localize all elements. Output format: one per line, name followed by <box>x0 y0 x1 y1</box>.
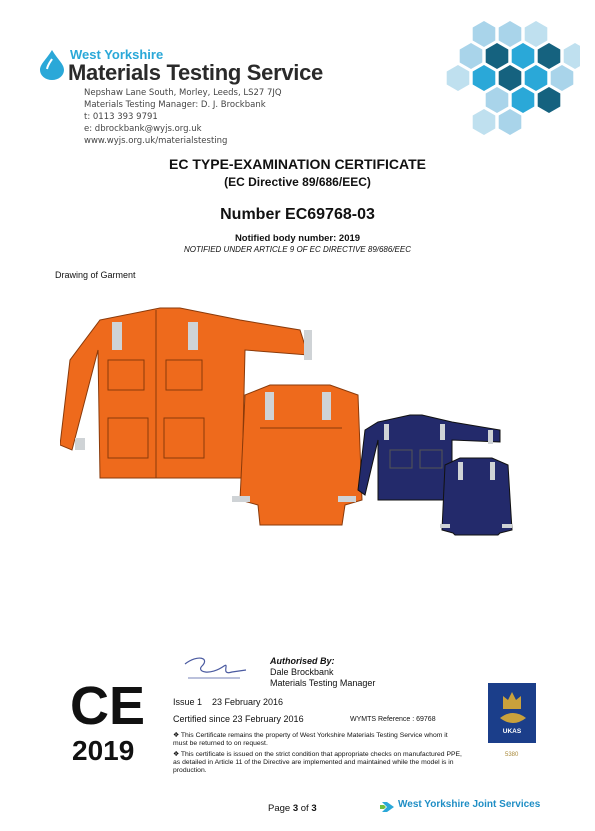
org-name-small: West Yorkshire <box>70 47 164 62</box>
hexagon-cell <box>551 65 574 91</box>
hexagon-cell <box>512 87 535 113</box>
signature-image <box>180 652 250 684</box>
page-number <box>268 803 317 814</box>
diamond-bullet-icon: ❖ <box>173 751 181 758</box>
orange-jacket-back-drawing <box>232 385 362 525</box>
certificate-directive: (EC Directive 89/686/EEC) <box>224 175 371 189</box>
ukas-tick-icon <box>498 710 528 726</box>
signatory-name: Dale Brockbank <box>270 667 334 677</box>
certificate-number: Number EC69768-03 <box>220 206 375 223</box>
hexagon-cell <box>473 21 496 47</box>
hexagon-cell <box>486 87 509 113</box>
reference-number: WYMTS Reference : 69768 <box>350 716 436 723</box>
hexagon-cell <box>525 65 548 91</box>
hexagon-cell <box>538 43 561 69</box>
joint-services-name: West Yorkshire Joint Services <box>398 799 541 810</box>
note-text: This certificate is issued on the strict condition that appropriate checks on manufactured PPE, as detailed in Article 11 of the Directive are implemented and maintained while the model is in production. <box>173 751 462 774</box>
ce-symbol: CE <box>70 678 146 728</box>
address-line: e: dbrockbank@wyjs.org.uk <box>84 124 202 134</box>
issue-info: Issue 1 23 February 2016 <box>173 697 284 707</box>
ce-mark-icon <box>70 678 152 728</box>
hexagon-cell <box>512 43 535 69</box>
hexagon-cell <box>499 65 522 91</box>
notified-body-number: Notified body number: 2019 <box>234 233 361 244</box>
certificate-title: EC TYPE-EXAMINATION CERTIFICATE <box>169 156 426 172</box>
address-line: t: 0113 393 9791 <box>84 112 158 122</box>
hexagon-cell <box>447 65 470 91</box>
joint-services-logo-icon <box>380 800 396 814</box>
page-current: 3 <box>292 803 299 814</box>
hexagon-cell <box>525 21 548 47</box>
hexagon-cell <box>486 43 509 69</box>
note-item <box>173 751 463 775</box>
water-drop-logo-icon <box>38 48 66 80</box>
hexagon-logo-icon <box>440 20 580 140</box>
address-line: Materials Testing Manager: D. J. Brockbank <box>84 100 266 110</box>
hexagon-cell <box>564 43 580 69</box>
address-line: Nepshaw Lane South, Morley, Leeds, LS27 7JQ <box>84 88 282 98</box>
page-of: of <box>298 803 312 814</box>
hexagon-cell <box>499 21 522 47</box>
page-total: 3 <box>311 803 317 814</box>
notified-under: NOTIFIED UNDER ARTICLE 9 OF EC DIRECTIVE 89/686/EEC <box>183 245 412 254</box>
drawing-label: Drawing of Garment <box>55 270 136 280</box>
navy-jacket-back-drawing <box>440 458 512 535</box>
signatory-role: Materials Testing Manager <box>270 678 376 688</box>
hexagon-cell <box>473 109 496 135</box>
note-item <box>173 732 463 748</box>
ce-year: 2019 <box>72 735 135 766</box>
address-line: www.wyjs.org.uk/materialstesting <box>84 136 228 146</box>
hexagon-cell <box>460 43 483 69</box>
page-prefix: Page <box>268 803 293 814</box>
authorised-by-label: Authorised By: <box>270 656 335 666</box>
hexagon-cell <box>499 109 522 135</box>
ukas-number: 5380 <box>505 752 519 758</box>
org-name-big: Materials Testing Service <box>68 60 323 85</box>
garment-drawing <box>60 300 530 540</box>
crown-icon <box>500 688 524 710</box>
diamond-bullet-icon: ❖ <box>173 732 181 739</box>
hexagon-cell <box>538 87 561 113</box>
certified-since: Certified since 23 February 2016 <box>173 714 304 724</box>
ukas-label: UKAS <box>502 728 522 735</box>
hexagon-cell <box>473 65 496 91</box>
note-text: This Certificate remains the property of West Yorkshire Materials Testing Service whom it must be returned to on request. <box>173 732 448 747</box>
